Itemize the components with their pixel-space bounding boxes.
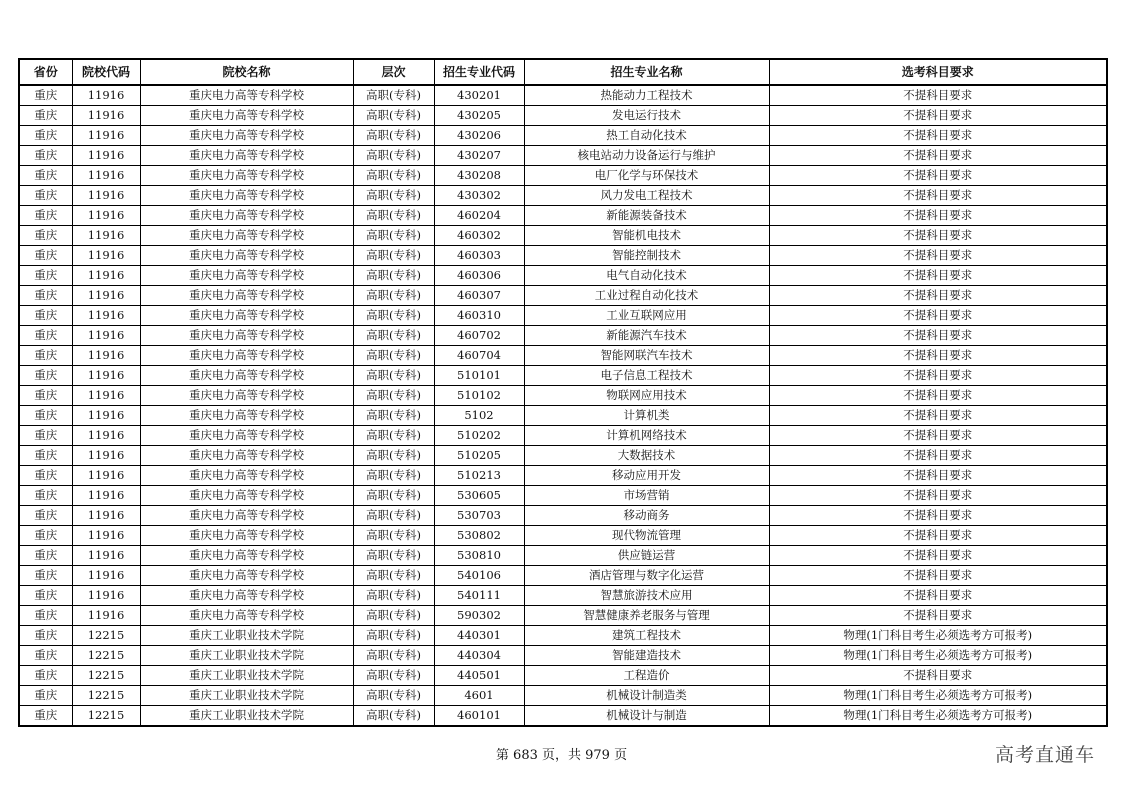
- cell-school-code: 11916: [72, 326, 140, 346]
- cell-province: 重庆: [19, 286, 72, 306]
- cell-major-code: 430201: [434, 85, 524, 106]
- cell-school-name: 重庆电力高等专科学校: [140, 406, 353, 426]
- cell-school-name: 重庆电力高等专科学校: [140, 346, 353, 366]
- cell-school-name: 重庆电力高等专科学校: [140, 246, 353, 266]
- cell-school-name: 重庆工业职业技术学院: [140, 666, 353, 686]
- admission-table: [18, 58, 1108, 727]
- cell-school-code: 11916: [72, 266, 140, 286]
- cell-school-name: 重庆电力高等专科学校: [140, 186, 353, 206]
- table-row: [19, 406, 1107, 426]
- cell-school-code: 11916: [72, 606, 140, 626]
- cell-level: 高职(专科): [353, 166, 434, 186]
- cell-level: 高职(专科): [353, 106, 434, 126]
- cell-level: 高职(专科): [353, 526, 434, 546]
- cell-level: 高职(专科): [353, 706, 434, 727]
- cell-major-name: 现代物流管理: [524, 526, 769, 546]
- cell-school-name: 重庆电力高等专科学校: [140, 206, 353, 226]
- cell-level: 高职(专科): [353, 306, 434, 326]
- cell-major-name: 新能源装备技术: [524, 206, 769, 226]
- cell-school-name: 重庆电力高等专科学校: [140, 226, 353, 246]
- cell-subject-requirement: 不提科目要求: [769, 106, 1107, 126]
- cell-major-code: 440501: [434, 666, 524, 686]
- cell-school-name: 重庆电力高等专科学校: [140, 446, 353, 466]
- cell-school-code: 12215: [72, 646, 140, 666]
- cell-school-code: 11916: [72, 306, 140, 326]
- cell-level: 高职(专科): [353, 406, 434, 426]
- header-major-name: 招生专业名称: [524, 59, 769, 85]
- cell-province: 重庆: [19, 206, 72, 226]
- cell-province: 重庆: [19, 386, 72, 406]
- cell-level: 高职(专科): [353, 206, 434, 226]
- cell-province: 重庆: [19, 186, 72, 206]
- cell-major-name: 建筑工程技术: [524, 626, 769, 646]
- cell-major-code: 530605: [434, 486, 524, 506]
- cell-school-code: 11916: [72, 146, 140, 166]
- header-subject-requirement: 选考科目要求: [769, 59, 1107, 85]
- cell-province: 重庆: [19, 626, 72, 646]
- cell-level: 高职(专科): [353, 426, 434, 446]
- cell-subject-requirement: 不提科目要求: [769, 85, 1107, 106]
- cell-school-code: 11916: [72, 206, 140, 226]
- cell-school-code: 11916: [72, 246, 140, 266]
- cell-major-name: 风力发电工程技术: [524, 186, 769, 206]
- cell-subject-requirement: 物理(1门科目考生必须选考方可报考): [769, 706, 1107, 727]
- cell-level: 高职(专科): [353, 646, 434, 666]
- cell-major-code: 540111: [434, 586, 524, 606]
- cell-major-name: 工业过程自动化技术: [524, 286, 769, 306]
- cell-subject-requirement: 不提科目要求: [769, 126, 1107, 146]
- cell-major-code: 510205: [434, 446, 524, 466]
- cell-major-name: 市场营销: [524, 486, 769, 506]
- cell-major-name: 智能控制技术: [524, 246, 769, 266]
- cell-school-name: 重庆工业职业技术学院: [140, 686, 353, 706]
- table-row: [19, 286, 1107, 306]
- cell-level: 高职(专科): [353, 466, 434, 486]
- cell-school-name: 重庆电力高等专科学校: [140, 506, 353, 526]
- cell-major-code: 460303: [434, 246, 524, 266]
- cell-province: 重庆: [19, 546, 72, 566]
- cell-major-code: 510102: [434, 386, 524, 406]
- cell-subject-requirement: 不提科目要求: [769, 526, 1107, 546]
- cell-subject-requirement: 不提科目要求: [769, 246, 1107, 266]
- cell-major-name: 电气自动化技术: [524, 266, 769, 286]
- cell-level: 高职(专科): [353, 386, 434, 406]
- cell-level: 高职(专科): [353, 686, 434, 706]
- table-row: [19, 626, 1107, 646]
- cell-school-name: 重庆电力高等专科学校: [140, 146, 353, 166]
- cell-major-code: 460702: [434, 326, 524, 346]
- cell-province: 重庆: [19, 606, 72, 626]
- cell-major-code: 430208: [434, 166, 524, 186]
- cell-major-name: 智能建造技术: [524, 646, 769, 666]
- cell-school-code: 11916: [72, 546, 140, 566]
- cell-major-name: 智能网联汽车技术: [524, 346, 769, 366]
- page-number: 第 683 页，共 979 页: [495, 748, 628, 763]
- cell-school-name: 重庆电力高等专科学校: [140, 266, 353, 286]
- cell-province: 重庆: [19, 586, 72, 606]
- cell-major-name: 机械设计制造类: [524, 686, 769, 706]
- cell-school-name: 重庆电力高等专科学校: [140, 106, 353, 126]
- cell-subject-requirement: 物理(1门科目考生必须选考方可报考): [769, 646, 1107, 666]
- cell-province: 重庆: [19, 486, 72, 506]
- cell-school-code: 11916: [72, 466, 140, 486]
- cell-major-code: 440301: [434, 626, 524, 646]
- cell-school-name: 重庆电力高等专科学校: [140, 586, 353, 606]
- cell-school-code: 11916: [72, 85, 140, 106]
- cell-major-name: 热能动力工程技术: [524, 85, 769, 106]
- cell-subject-requirement: 不提科目要求: [769, 566, 1107, 586]
- cell-major-name: 移动应用开发: [524, 466, 769, 486]
- cell-level: 高职(专科): [353, 566, 434, 586]
- watermark-text: 高考直通车: [994, 744, 1095, 766]
- cell-level: 高职(专科): [353, 226, 434, 246]
- cell-major-name: 核电站动力设备运行与维护: [524, 146, 769, 166]
- cell-major-code: 530810: [434, 546, 524, 566]
- cell-major-code: 460307: [434, 286, 524, 306]
- cell-subject-requirement: 物理(1门科目考生必须选考方可报考): [769, 626, 1107, 646]
- cell-major-code: 430302: [434, 186, 524, 206]
- cell-major-name: 新能源汽车技术: [524, 326, 769, 346]
- cell-province: 重庆: [19, 166, 72, 186]
- table-row: [19, 606, 1107, 626]
- cell-subject-requirement: 不提科目要求: [769, 286, 1107, 306]
- table-row: [19, 666, 1107, 686]
- cell-province: 重庆: [19, 526, 72, 546]
- table-row: [19, 686, 1107, 706]
- table-header-row: [19, 59, 1107, 85]
- cell-major-name: 工程造价: [524, 666, 769, 686]
- cell-school-name: 重庆电力高等专科学校: [140, 606, 353, 626]
- cell-school-code: 11916: [72, 286, 140, 306]
- cell-school-name: 重庆电力高等专科学校: [140, 85, 353, 106]
- header-school-code: 院校代码: [72, 59, 140, 85]
- cell-subject-requirement: 不提科目要求: [769, 346, 1107, 366]
- cell-school-code: 11916: [72, 446, 140, 466]
- cell-province: 重庆: [19, 326, 72, 346]
- cell-major-code: 460204: [434, 206, 524, 226]
- cell-province: 重庆: [19, 306, 72, 326]
- cell-school-code: 11916: [72, 386, 140, 406]
- cell-province: 重庆: [19, 366, 72, 386]
- cell-level: 高职(专科): [353, 366, 434, 386]
- cell-school-code: 11916: [72, 486, 140, 506]
- cell-school-name: 重庆工业职业技术学院: [140, 706, 353, 727]
- table-body: [19, 85, 1107, 726]
- cell-major-name: 大数据技术: [524, 446, 769, 466]
- cell-major-code: 460704: [434, 346, 524, 366]
- cell-school-name: 重庆电力高等专科学校: [140, 466, 353, 486]
- cell-subject-requirement: 不提科目要求: [769, 406, 1107, 426]
- cell-school-name: 重庆电力高等专科学校: [140, 526, 353, 546]
- cell-province: 重庆: [19, 566, 72, 586]
- cell-subject-requirement: 不提科目要求: [769, 166, 1107, 186]
- cell-school-name: 重庆电力高等专科学校: [140, 326, 353, 346]
- header-major-code: 招生专业代码: [434, 59, 524, 85]
- cell-school-name: 重庆电力高等专科学校: [140, 566, 353, 586]
- cell-major-name: 电厂化学与环保技术: [524, 166, 769, 186]
- cell-subject-requirement: 不提科目要求: [769, 326, 1107, 346]
- table-row: [19, 186, 1107, 206]
- cell-major-code: 430206: [434, 126, 524, 146]
- table-row: [19, 106, 1107, 126]
- cell-subject-requirement: 物理(1门科目考生必须选考方可报考): [769, 686, 1107, 706]
- table-row: [19, 206, 1107, 226]
- cell-subject-requirement: 不提科目要求: [769, 546, 1107, 566]
- cell-major-code: 440304: [434, 646, 524, 666]
- table-row: [19, 266, 1107, 286]
- table-row: [19, 246, 1107, 266]
- cell-major-name: 酒店管理与数字化运营: [524, 566, 769, 586]
- cell-school-code: 12215: [72, 626, 140, 646]
- cell-major-name: 智能机电技术: [524, 226, 769, 246]
- cell-school-code: 11916: [72, 586, 140, 606]
- table-row: [19, 546, 1107, 566]
- cell-school-code: 11916: [72, 166, 140, 186]
- cell-school-name: 重庆电力高等专科学校: [140, 386, 353, 406]
- table-row: [19, 526, 1107, 546]
- cell-subject-requirement: 不提科目要求: [769, 226, 1107, 246]
- cell-province: 重庆: [19, 85, 72, 106]
- table-row: [19, 586, 1107, 606]
- cell-subject-requirement: 不提科目要求: [769, 146, 1107, 166]
- cell-major-code: 460302: [434, 226, 524, 246]
- cell-level: 高职(专科): [353, 126, 434, 146]
- cell-school-name: 重庆工业职业技术学院: [140, 626, 353, 646]
- table-row: [19, 466, 1107, 486]
- cell-level: 高职(专科): [353, 85, 434, 106]
- cell-major-name: 智慧旅游技术应用: [524, 586, 769, 606]
- table-row: [19, 326, 1107, 346]
- cell-major-code: 430205: [434, 106, 524, 126]
- table-row: [19, 426, 1107, 446]
- cell-subject-requirement: 不提科目要求: [769, 426, 1107, 446]
- cell-province: 重庆: [19, 466, 72, 486]
- cell-level: 高职(专科): [353, 486, 434, 506]
- cell-subject-requirement: 不提科目要求: [769, 446, 1107, 466]
- cell-major-name: 计算机网络技术: [524, 426, 769, 446]
- cell-province: 重庆: [19, 686, 72, 706]
- cell-school-name: 重庆电力高等专科学校: [140, 486, 353, 506]
- cell-major-code: 590302: [434, 606, 524, 626]
- cell-major-name: 电子信息工程技术: [524, 366, 769, 386]
- cell-school-name: 重庆电力高等专科学校: [140, 366, 353, 386]
- cell-province: 重庆: [19, 146, 72, 166]
- cell-school-code: 11916: [72, 506, 140, 526]
- cell-school-code: 11916: [72, 126, 140, 146]
- cell-school-name: 重庆电力高等专科学校: [140, 306, 353, 326]
- cell-subject-requirement: 不提科目要求: [769, 466, 1107, 486]
- cell-subject-requirement: 不提科目要求: [769, 506, 1107, 526]
- cell-province: 重庆: [19, 346, 72, 366]
- cell-subject-requirement: 不提科目要求: [769, 606, 1107, 626]
- table-row: [19, 386, 1107, 406]
- cell-province: 重庆: [19, 646, 72, 666]
- cell-major-name: 供应链运营: [524, 546, 769, 566]
- cell-school-code: 11916: [72, 566, 140, 586]
- cell-school-code: 11916: [72, 406, 140, 426]
- cell-level: 高职(专科): [353, 246, 434, 266]
- table-row: [19, 85, 1107, 106]
- cell-school-name: 重庆工业职业技术学院: [140, 646, 353, 666]
- cell-school-code: 11916: [72, 346, 140, 366]
- cell-school-name: 重庆电力高等专科学校: [140, 426, 353, 446]
- cell-school-code: 11916: [72, 526, 140, 546]
- cell-major-code: 510213: [434, 466, 524, 486]
- cell-province: 重庆: [19, 666, 72, 686]
- cell-subject-requirement: 不提科目要求: [769, 186, 1107, 206]
- cell-province: 重庆: [19, 226, 72, 246]
- header-level: 层次: [353, 59, 434, 85]
- cell-subject-requirement: 不提科目要求: [769, 486, 1107, 506]
- header-province: 省份: [19, 59, 72, 85]
- cell-major-name: 移动商务: [524, 506, 769, 526]
- cell-major-code: 460310: [434, 306, 524, 326]
- cell-school-code: 11916: [72, 186, 140, 206]
- cell-school-name: 重庆电力高等专科学校: [140, 126, 353, 146]
- table-row: [19, 306, 1107, 326]
- cell-level: 高职(专科): [353, 506, 434, 526]
- cell-subject-requirement: 不提科目要求: [769, 386, 1107, 406]
- cell-major-code: 510101: [434, 366, 524, 386]
- cell-school-name: 重庆电力高等专科学校: [140, 546, 353, 566]
- table-row: [19, 446, 1107, 466]
- table-row: [19, 146, 1107, 166]
- cell-major-code: 4601: [434, 686, 524, 706]
- table-row: [19, 366, 1107, 386]
- cell-subject-requirement: 不提科目要求: [769, 266, 1107, 286]
- table-row: [19, 706, 1107, 727]
- cell-province: 重庆: [19, 106, 72, 126]
- table-row: [19, 486, 1107, 506]
- cell-province: 重庆: [19, 126, 72, 146]
- cell-level: 高职(专科): [353, 346, 434, 366]
- cell-province: 重庆: [19, 246, 72, 266]
- cell-level: 高职(专科): [353, 546, 434, 566]
- cell-major-code: 540106: [434, 566, 524, 586]
- cell-province: 重庆: [19, 706, 72, 727]
- cell-major-code: 460306: [434, 266, 524, 286]
- cell-major-code: 430207: [434, 146, 524, 166]
- cell-subject-requirement: 不提科目要求: [769, 306, 1107, 326]
- header-school-name: 院校名称: [140, 59, 353, 85]
- cell-major-name: 智慧健康养老服务与管理: [524, 606, 769, 626]
- table-row: [19, 346, 1107, 366]
- cell-level: 高职(专科): [353, 286, 434, 306]
- cell-level: 高职(专科): [353, 446, 434, 466]
- cell-subject-requirement: 不提科目要求: [769, 206, 1107, 226]
- cell-level: 高职(专科): [353, 266, 434, 286]
- cell-major-code: 530703: [434, 506, 524, 526]
- cell-major-code: 5102: [434, 406, 524, 426]
- cell-major-code: 510202: [434, 426, 524, 446]
- cell-school-name: 重庆电力高等专科学校: [140, 286, 353, 306]
- cell-major-code: 530802: [434, 526, 524, 546]
- cell-level: 高职(专科): [353, 186, 434, 206]
- cell-school-code: 11916: [72, 226, 140, 246]
- cell-province: 重庆: [19, 426, 72, 446]
- cell-school-code: 11916: [72, 106, 140, 126]
- cell-province: 重庆: [19, 406, 72, 426]
- table-row: [19, 166, 1107, 186]
- cell-major-name: 发电运行技术: [524, 106, 769, 126]
- table-row: [19, 506, 1107, 526]
- cell-subject-requirement: 不提科目要求: [769, 366, 1107, 386]
- cell-level: 高职(专科): [353, 326, 434, 346]
- cell-school-code: 12215: [72, 686, 140, 706]
- cell-major-name: 工业互联网应用: [524, 306, 769, 326]
- cell-level: 高职(专科): [353, 586, 434, 606]
- cell-subject-requirement: 不提科目要求: [769, 666, 1107, 686]
- cell-province: 重庆: [19, 266, 72, 286]
- table-row: [19, 566, 1107, 586]
- cell-level: 高职(专科): [353, 146, 434, 166]
- cell-major-name: 机械设计与制造: [524, 706, 769, 727]
- cell-level: 高职(专科): [353, 666, 434, 686]
- cell-province: 重庆: [19, 446, 72, 466]
- table-row: [19, 126, 1107, 146]
- cell-level: 高职(专科): [353, 626, 434, 646]
- cell-major-name: 热工自动化技术: [524, 126, 769, 146]
- cell-subject-requirement: 不提科目要求: [769, 586, 1107, 606]
- cell-major-code: 460101: [434, 706, 524, 727]
- cell-school-code: 11916: [72, 426, 140, 446]
- cell-province: 重庆: [19, 506, 72, 526]
- cell-school-code: 12215: [72, 706, 140, 727]
- cell-major-name: 物联网应用技术: [524, 386, 769, 406]
- cell-level: 高职(专科): [353, 606, 434, 626]
- cell-school-name: 重庆电力高等专科学校: [140, 166, 353, 186]
- cell-school-code: 12215: [72, 666, 140, 686]
- table-row: [19, 646, 1107, 666]
- cell-major-name: 计算机类: [524, 406, 769, 426]
- table-row: [19, 226, 1107, 246]
- cell-school-code: 11916: [72, 366, 140, 386]
